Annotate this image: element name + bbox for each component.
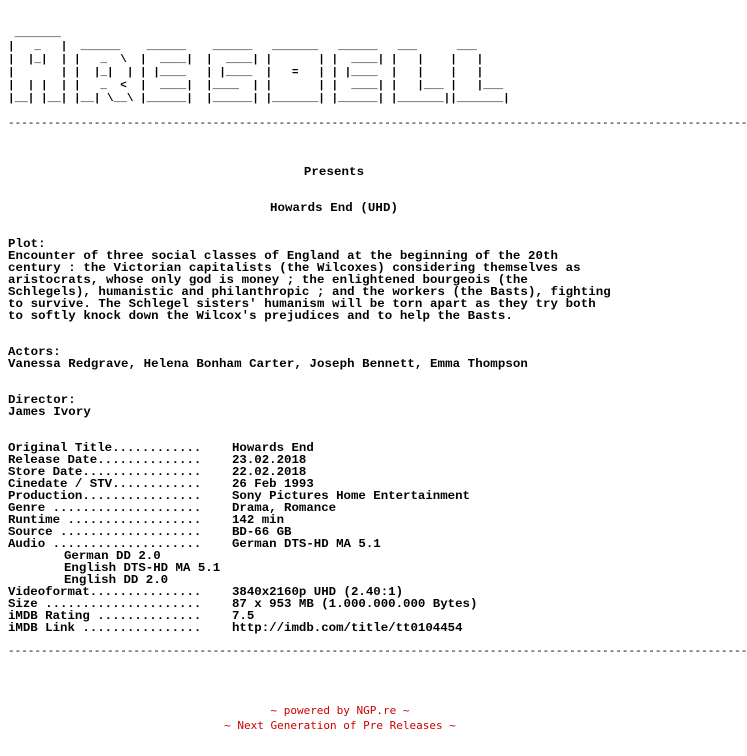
detail-key: Store Date................ [8,465,202,479]
detail-key: iMDB Rating .............. [8,609,202,623]
detail-value: 3840x2160p UHD (2.40:1) [232,585,404,599]
detail-value: 142 min [232,513,285,527]
release-title: Howards End (UHD) [269,201,399,215]
presents-text: Presents [303,165,365,179]
actors-value: Vanessa Redgrave, Helena Bonham Carter, Joseph Bennett, Emma Thompson [8,357,528,371]
detail-key: Videoformat............... [8,585,202,599]
detail-value: 23.02.2018 [232,453,307,467]
detail-key: Source ................... [8,525,202,539]
detail-value: BD-66 GB [232,525,292,539]
detail-key: Cinedate / STV............ [8,477,202,491]
detail-value: 87 x 953 MB (1.000.000.000 Bytes) [232,597,478,611]
detail-row-imdb-link [8,622,676,634]
nfo-document [8,0,747,658]
detail-key: Audio .................... [8,537,202,551]
audio-track-value: English DTS-HD MA 5.1 [64,561,221,575]
detail-value: 7.5 [232,609,255,623]
detail-value: Sony Pictures Home Entertainment [232,489,470,503]
plot-line: aristocrats, whose only god is money ; the enlightened bourgeois (the [8,273,528,287]
detail-value: Howards End [232,441,314,455]
plot-line: to softly knock down the Wilcox's prejudices and to help the Basts. [8,309,513,323]
detail-key: Original Title............ [8,441,202,455]
audio-track-value: English DD 2.0 [64,573,169,587]
divider-bottom: ---------------------------------------------------------------------------------------------------------------- [8,646,747,658]
detail-value: 22.02.2018 [232,465,307,479]
director-value: James Ivory [8,405,91,419]
detail-key: Runtime .................. [8,513,202,527]
detail-key: Release Date.............. [8,453,202,467]
plot-line: Encounter of three social classes of England at the beginning of the 20th [8,249,559,263]
detail-value: German DTS-HD MA 5.1 [232,537,381,551]
plot-line: Schlegels), humanistic and philanthropic ; and the workers (the Basts), fighting [8,285,611,299]
detail-key: Genre .................... [8,501,202,515]
plot-line: century : the Victorian capitalists (the Wilcoxes) considering themselves as [8,261,581,275]
actors-label: Actors: [8,345,61,359]
plot-label: Plot: [8,237,46,251]
director-label: Director: [8,393,76,407]
detail-key: iMDB Link ................ [8,621,202,635]
audio-track-value: German DD 2.0 [64,549,161,563]
footer-tagline: ~ Next Generation of Pre Releases ~ [224,719,456,732]
divider-top: ---------------------------------------------------------------------------------------------------------------- [8,118,747,130]
detail-key: Production................ [8,489,202,503]
detail-value: 26 Feb 1993 [232,477,314,491]
ascii-logo: _______ | _ | ______ ______ ______ _______ ______ ___ ___ | |_| | | _ \ | ____| | ____| | | | ____| | | | | | | | |_| | | |____ | |____ | = | | |____ | | | | | | | | | _ < | ____| |____ | | | | ____| | |___ | |___ |__| |__| |__| \__\ |______| |______| |_______| |______| |_______||_______| [8,28,510,105]
plot-line: to survive. The Schlegel sisters' humanism will be torn apart as they try both [8,297,596,311]
detail-key: Size ..................... [8,597,202,611]
imdb-link[interactable]: http://imdb.com/title/tt0104454 [232,621,463,635]
footer-powered-by: ~ powered by NGP.re ~ [270,704,410,717]
detail-value: Drama, Romance [232,501,337,515]
